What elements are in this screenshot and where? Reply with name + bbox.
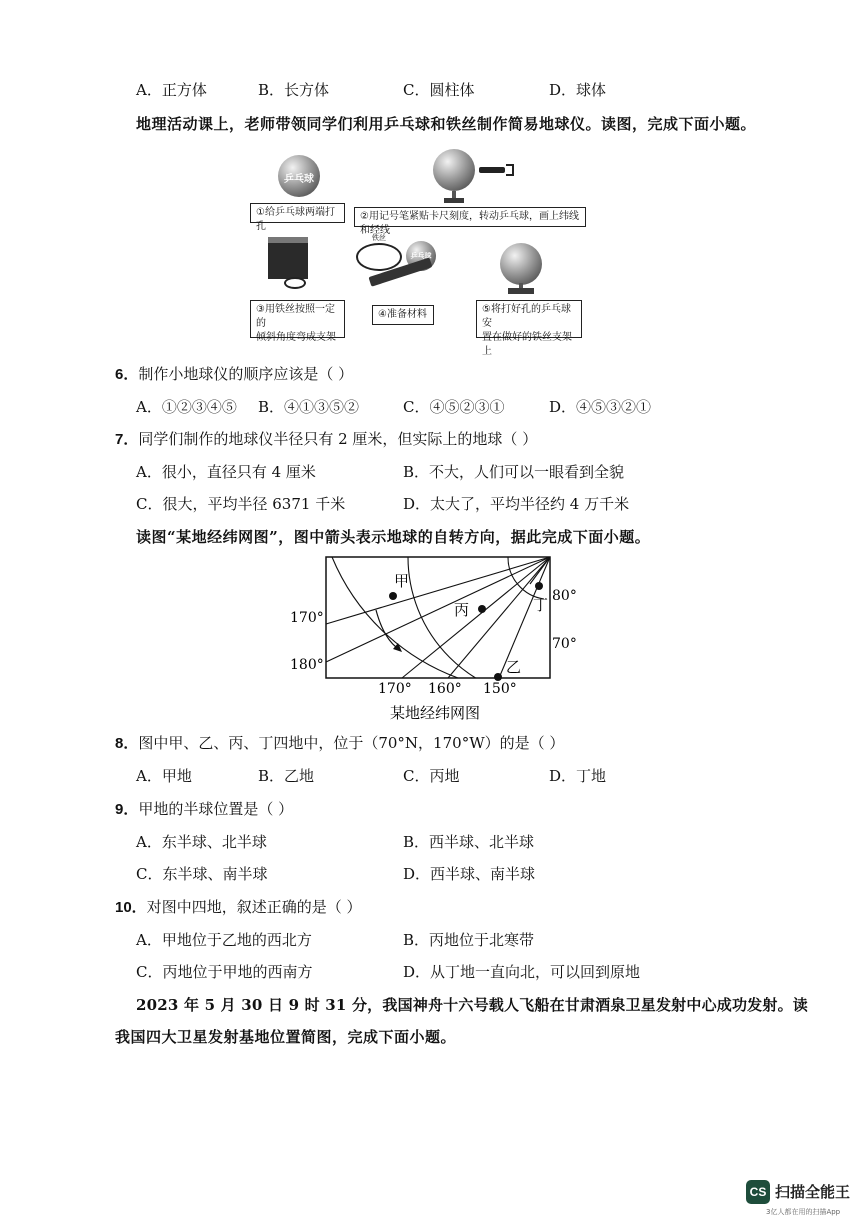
q5-option-d: D．球体 <box>549 81 607 99</box>
camscanner-name: 扫描全能王 <box>775 1183 851 1201</box>
globe-making-figure <box>248 145 588 357</box>
label-yi: 乙 <box>506 658 522 676</box>
wire-coil-icon <box>284 277 306 289</box>
step-4-text: ④准备材料 <box>378 309 427 320</box>
finished-globe-base <box>508 288 534 294</box>
finished-globe-image <box>500 243 542 285</box>
marked-ball-base <box>444 198 464 203</box>
graticule-map <box>280 552 580 726</box>
map-caption: 某地经纬网图 <box>390 704 481 722</box>
marked-ball-image <box>433 149 475 191</box>
lat-label-80: 80° <box>552 588 577 604</box>
intro-graticule-map: 读图“某地经纬网图”，图中箭头表示地球的自转方向，据此完成下面小题。 <box>136 528 651 546</box>
q6-option-a: A．①②③④⑤ <box>136 398 237 416</box>
step-2-box <box>354 207 586 236</box>
q10-option-c: C．丙地位于甲地的西南方 <box>136 963 313 981</box>
question-10-stem: 对图中四地，叙述正确的是（ ） <box>146 898 362 916</box>
intro-shenzhou-line-1: 2023 年 5 月 30 日 9 时 31 分，我国神舟十六号载人飞船在甘肃酒泉卫星发射中心成功发射。读 <box>136 996 808 1014</box>
caliper-icon <box>506 164 514 176</box>
materials-wire-label: 铁丝 <box>372 234 386 242</box>
meridian-170-bottom <box>402 557 550 678</box>
q5-option-a: A．正方体 <box>136 81 207 99</box>
lon-label-150: 150° <box>483 681 517 697</box>
q8-option-b: B．乙地 <box>258 767 315 785</box>
q5-option-c: C．圆柱体 <box>403 81 475 99</box>
step-3-text-line-1: ③用铁丝按照一定的 <box>256 304 335 329</box>
step-1-text: ①给乒乓球两端打孔 <box>256 207 335 232</box>
question-8 <box>115 733 564 754</box>
step-3-text-line-2: 倾斜角度弯成支架 <box>256 332 336 343</box>
label-bing: 丙 <box>454 601 470 619</box>
step-1-box <box>250 203 345 232</box>
q6-option-d: D．④⑤③②① <box>549 398 652 416</box>
lon-label-160: 160° <box>428 681 462 697</box>
label-jia: 甲 <box>394 572 410 590</box>
step-5-text-line-2: 置在做好的铁丝支架上 <box>482 332 572 357</box>
point-jia <box>389 592 397 600</box>
meridian-170-left <box>326 557 550 624</box>
q7-option-b: B．不大，人们可以一眼看到全貌 <box>403 463 625 481</box>
wire-stand-image <box>268 237 308 279</box>
question-6 <box>115 364 353 385</box>
q9-option-c: C．东半球、南半球 <box>136 865 268 883</box>
question-7 <box>115 429 537 450</box>
meridian-180 <box>326 557 550 662</box>
wire-bundle-icon <box>356 243 402 271</box>
q9-option-d: D．西半球、南半球 <box>403 865 536 883</box>
step-3-box <box>250 300 345 343</box>
parallel-80 <box>508 557 544 599</box>
label-ding: 丁 <box>533 596 549 614</box>
step-4-box <box>372 305 434 325</box>
camscanner-logo-icon: CS <box>746 1180 770 1204</box>
ping-pong-ball-label: 乒乓球 <box>284 174 314 185</box>
step-5-box <box>476 300 582 357</box>
q8-option-d: D．丁地 <box>549 767 607 785</box>
point-ding <box>535 582 543 590</box>
question-6-number: 6． <box>115 366 139 383</box>
lon-label-170-left: 170° <box>290 610 324 626</box>
q9-option-a: A．东半球、北半球 <box>136 833 267 851</box>
question-7-number: 7． <box>115 431 139 448</box>
intro-globe-activity: 地理活动课上，老师带领同学们利用乒乓球和铁丝制作简易地球仪。读图，完成下面小题。 <box>136 115 757 133</box>
q10-option-b: B．丙地位于北寒带 <box>403 931 535 949</box>
question-10-number: 10． <box>115 899 147 916</box>
q6-option-b: B．④①③⑤② <box>258 398 360 416</box>
materials-ball-label: 乒乓球 <box>410 252 432 260</box>
question-9 <box>115 799 293 820</box>
rotation-arrow <box>376 610 400 650</box>
q7-option-a: A．很小，直径只有 4 厘米 <box>136 463 316 481</box>
q7-option-c: C．很大，平均半径 6371 千米 <box>136 495 346 513</box>
question-9-number: 9． <box>115 801 139 818</box>
point-bing <box>478 605 486 613</box>
q10-option-d: D．从丁地一直向北，可以回到原地 <box>403 963 641 981</box>
lon-label-180: 180° <box>290 657 324 673</box>
step-2-text: ②用记号笔紧贴卡尺刻度，转动乒乓球，画上纬线和经线 <box>360 211 579 236</box>
step-5-text-line-1: ⑤将打好孔的乒乓球安 <box>482 304 571 329</box>
q7-option-d: D．太大了，平均半径约 4 万千米 <box>403 495 630 513</box>
question-8-stem: 图中甲、乙、丙、丁四地中，位于（70°N，170°W）的是（ ） <box>138 734 565 752</box>
question-8-number: 8． <box>115 735 139 752</box>
point-yi <box>494 673 502 681</box>
intro-shenzhou-line-2: 我国四大卫星发射基地位置简图，完成下面小题。 <box>115 1028 457 1046</box>
lon-label-170-bottom: 170° <box>378 681 412 697</box>
question-9-stem: 甲地的半球位置是（ ） <box>138 800 294 818</box>
question-6-stem: 制作小地球仪的顺序应该是（ ） <box>138 365 354 383</box>
q8-option-a: A．甲地 <box>136 767 192 785</box>
rotation-arrowhead <box>393 643 402 652</box>
q6-option-c: C．④⑤②③① <box>403 398 505 416</box>
question-7-stem: 同学们制作的地球仪半径只有 2 厘米，但实际上的地球（ ） <box>138 430 538 448</box>
lat-label-70: 70° <box>552 636 577 652</box>
question-10 <box>115 897 361 918</box>
q8-option-c: C．丙地 <box>403 767 460 785</box>
marker-pen-icon <box>479 167 505 173</box>
q9-option-b: B．西半球、北半球 <box>403 833 535 851</box>
q5-option-b: B．长方体 <box>258 81 330 99</box>
camscanner-tagline: 3亿人都在用的扫描App <box>766 1208 841 1216</box>
q10-option-a: A．甲地位于乙地的西北方 <box>136 931 312 949</box>
